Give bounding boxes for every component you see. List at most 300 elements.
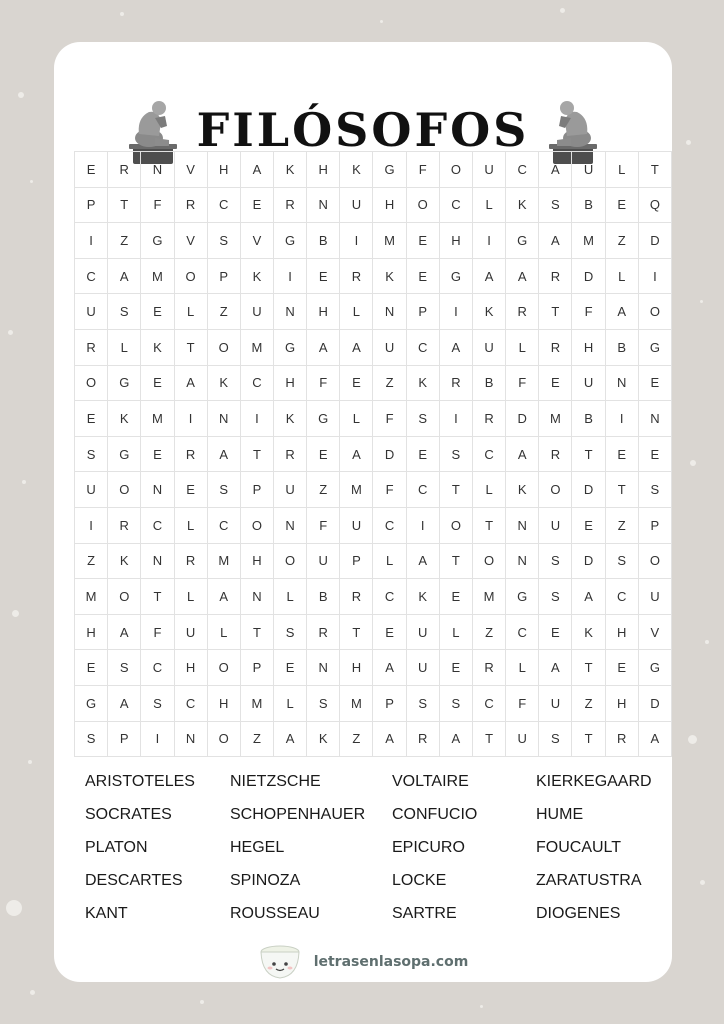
grid-cell[interactable]: U [406,650,439,686]
grid-cell[interactable]: Z [605,507,638,543]
grid-cell[interactable]: C [373,507,406,543]
grid-cell[interactable]: O [406,187,439,223]
grid-cell[interactable]: C [439,187,472,223]
grid-cell[interactable]: I [638,258,671,294]
grid-cell[interactable]: A [638,721,671,757]
grid-cell[interactable]: T [605,472,638,508]
grid-cell[interactable]: U [572,365,605,401]
grid-cell[interactable]: Q [638,187,671,223]
grid-cell[interactable]: M [472,579,505,615]
grid-cell[interactable]: D [373,436,406,472]
grid-cell[interactable]: E [406,436,439,472]
grid-cell[interactable]: A [108,258,141,294]
grid-cell[interactable]: D [638,685,671,721]
grid-cell[interactable]: S [539,543,572,579]
grid-cell[interactable]: U [75,294,108,330]
grid-cell[interactable]: I [406,507,439,543]
grid-cell[interactable]: T [240,436,273,472]
grid-cell[interactable]: E [75,152,108,188]
grid-cell[interactable]: G [506,223,539,259]
grid-cell[interactable]: A [274,721,307,757]
grid-cell[interactable]: S [108,650,141,686]
grid-cell[interactable]: I [439,401,472,437]
grid-cell[interactable]: A [240,152,273,188]
grid-cell[interactable]: L [340,294,373,330]
grid-cell[interactable]: M [207,543,240,579]
grid-cell[interactable]: A [539,223,572,259]
grid-cell[interactable]: S [75,436,108,472]
grid-cell[interactable]: L [472,187,505,223]
grid-cell[interactable]: G [108,436,141,472]
grid-cell[interactable]: F [506,685,539,721]
grid-cell[interactable]: A [506,258,539,294]
grid-cell[interactable]: L [174,579,207,615]
grid-cell[interactable]: L [174,294,207,330]
grid-cell[interactable]: E [605,187,638,223]
grid-cell[interactable]: V [174,152,207,188]
grid-cell[interactable]: U [572,152,605,188]
grid-cell[interactable]: F [373,472,406,508]
grid-cell[interactable]: R [108,507,141,543]
grid-cell[interactable]: E [75,401,108,437]
grid-cell[interactable]: U [240,294,273,330]
grid-cell[interactable]: A [207,436,240,472]
grid-cell[interactable]: A [439,329,472,365]
grid-cell[interactable]: C [406,472,439,508]
grid-cell[interactable]: C [240,365,273,401]
grid-cell[interactable]: E [307,258,340,294]
grid-cell[interactable]: N [373,294,406,330]
grid-cell[interactable]: V [174,223,207,259]
grid-cell[interactable]: L [207,614,240,650]
grid-cell[interactable]: L [605,258,638,294]
grid-cell[interactable]: U [506,721,539,757]
grid-cell[interactable]: N [207,401,240,437]
grid-cell[interactable]: S [141,685,174,721]
grid-cell[interactable]: A [605,294,638,330]
grid-cell[interactable]: E [439,650,472,686]
grid-cell[interactable]: N [141,152,174,188]
grid-cell[interactable]: M [340,685,373,721]
grid-cell[interactable]: A [340,436,373,472]
grid-cell[interactable]: E [373,614,406,650]
grid-cell[interactable]: E [439,579,472,615]
grid-cell[interactable]: H [75,614,108,650]
grid-cell[interactable]: G [307,401,340,437]
grid-cell[interactable]: K [340,152,373,188]
grid-cell[interactable]: N [141,472,174,508]
grid-cell[interactable]: R [174,543,207,579]
grid-cell[interactable]: E [174,472,207,508]
grid-cell[interactable]: S [605,543,638,579]
grid-cell[interactable]: A [108,685,141,721]
grid-cell[interactable]: K [472,294,505,330]
grid-cell[interactable]: R [108,152,141,188]
grid-cell[interactable]: E [75,650,108,686]
grid-cell[interactable]: H [240,543,273,579]
grid-cell[interactable]: G [638,329,671,365]
grid-cell[interactable]: S [406,685,439,721]
grid-cell[interactable]: R [539,258,572,294]
grid-cell[interactable]: P [373,685,406,721]
grid-cell[interactable]: O [75,365,108,401]
grid-cell[interactable]: M [572,223,605,259]
grid-cell[interactable]: I [472,223,505,259]
grid-cell[interactable]: U [307,543,340,579]
grid-cell[interactable]: K [274,401,307,437]
grid-cell[interactable]: L [274,579,307,615]
grid-cell[interactable]: G [439,258,472,294]
grid-cell[interactable]: A [439,721,472,757]
grid-cell[interactable]: E [539,365,572,401]
grid-cell[interactable]: K [108,543,141,579]
grid-cell[interactable]: N [506,507,539,543]
grid-cell[interactable]: E [605,650,638,686]
grid-cell[interactable]: T [108,187,141,223]
grid-cell[interactable]: S [108,294,141,330]
grid-cell[interactable]: M [240,329,273,365]
grid-cell[interactable]: T [174,329,207,365]
grid-cell[interactable]: P [240,472,273,508]
grid-cell[interactable]: U [539,507,572,543]
grid-cell[interactable]: U [174,614,207,650]
grid-cell[interactable]: T [572,436,605,472]
grid-cell[interactable]: G [638,650,671,686]
grid-cell[interactable]: M [340,472,373,508]
grid-cell[interactable]: S [539,579,572,615]
grid-cell[interactable]: U [274,472,307,508]
grid-cell[interactable]: G [141,223,174,259]
grid-cell[interactable]: H [307,152,340,188]
grid-cell[interactable]: Z [240,721,273,757]
grid-cell[interactable]: F [141,187,174,223]
grid-cell[interactable]: B [572,401,605,437]
grid-cell[interactable]: F [373,401,406,437]
grid-cell[interactable]: M [75,579,108,615]
grid-cell[interactable]: C [472,436,505,472]
grid-cell[interactable]: H [207,152,240,188]
grid-cell[interactable]: O [108,579,141,615]
grid-cell[interactable]: E [340,365,373,401]
grid-cell[interactable]: I [141,721,174,757]
grid-cell[interactable]: R [406,721,439,757]
grid-cell[interactable]: M [539,401,572,437]
grid-cell[interactable]: T [572,650,605,686]
grid-cell[interactable]: O [207,721,240,757]
grid-cell[interactable]: G [108,365,141,401]
grid-cell[interactable]: P [638,507,671,543]
grid-cell[interactable]: Z [572,685,605,721]
grid-cell[interactable]: N [307,650,340,686]
grid-cell[interactable]: D [572,258,605,294]
grid-cell[interactable]: T [340,614,373,650]
grid-cell[interactable]: H [340,650,373,686]
grid-cell[interactable]: E [406,258,439,294]
grid-cell[interactable]: R [539,436,572,472]
grid-cell[interactable]: T [439,543,472,579]
grid-cell[interactable]: C [373,579,406,615]
grid-cell[interactable]: R [472,401,505,437]
grid-cell[interactable]: S [274,614,307,650]
grid-cell[interactable]: M [141,401,174,437]
grid-cell[interactable]: K [406,365,439,401]
grid-cell[interactable]: R [472,650,505,686]
grid-cell[interactable]: H [605,685,638,721]
grid-cell[interactable]: O [638,294,671,330]
grid-cell[interactable]: C [141,507,174,543]
grid-cell[interactable]: M [141,258,174,294]
grid-cell[interactable]: Z [207,294,240,330]
grid-cell[interactable]: R [506,294,539,330]
grid-cell[interactable]: Z [307,472,340,508]
grid-cell[interactable]: I [274,258,307,294]
grid-cell[interactable]: T [572,721,605,757]
grid-cell[interactable]: C [207,187,240,223]
grid-cell[interactable]: A [572,579,605,615]
grid-cell[interactable]: R [340,258,373,294]
grid-cell[interactable]: R [439,365,472,401]
grid-cell[interactable]: N [605,365,638,401]
grid-cell[interactable]: B [572,187,605,223]
grid-cell[interactable]: A [373,721,406,757]
grid-cell[interactable]: L [340,401,373,437]
grid-cell[interactable]: G [373,152,406,188]
grid-cell[interactable]: N [141,543,174,579]
grid-cell[interactable]: S [406,401,439,437]
grid-cell[interactable]: N [274,294,307,330]
grid-cell[interactable]: U [373,329,406,365]
grid-cell[interactable]: U [406,614,439,650]
grid-cell[interactable]: R [307,614,340,650]
grid-cell[interactable]: N [174,721,207,757]
grid-cell[interactable]: U [472,152,505,188]
grid-cell[interactable]: O [638,543,671,579]
grid-cell[interactable]: L [506,329,539,365]
grid-cell[interactable]: E [307,436,340,472]
grid-cell[interactable]: S [207,472,240,508]
grid-cell[interactable]: C [506,152,539,188]
grid-cell[interactable]: Z [605,223,638,259]
grid-cell[interactable]: K [406,579,439,615]
grid-cell[interactable]: C [141,650,174,686]
grid-cell[interactable]: K [373,258,406,294]
grid-cell[interactable]: T [240,614,273,650]
grid-cell[interactable]: T [141,579,174,615]
grid-cell[interactable]: B [307,223,340,259]
grid-cell[interactable]: B [307,579,340,615]
grid-cell[interactable]: O [207,650,240,686]
grid-cell[interactable]: E [605,436,638,472]
grid-cell[interactable]: Z [340,721,373,757]
grid-cell[interactable]: R [605,721,638,757]
grid-cell[interactable]: A [307,329,340,365]
grid-cell[interactable]: S [207,223,240,259]
grid-cell[interactable]: K [572,614,605,650]
grid-cell[interactable]: L [108,329,141,365]
grid-cell[interactable]: I [75,507,108,543]
grid-cell[interactable]: L [605,152,638,188]
grid-cell[interactable]: L [506,650,539,686]
grid-cell[interactable]: T [539,294,572,330]
grid-cell[interactable]: H [439,223,472,259]
grid-cell[interactable]: L [472,472,505,508]
grid-cell[interactable]: M [373,223,406,259]
grid-cell[interactable]: K [506,472,539,508]
grid-cell[interactable]: N [307,187,340,223]
grid-cell[interactable]: H [307,294,340,330]
grid-cell[interactable]: H [572,329,605,365]
grid-cell[interactable]: N [506,543,539,579]
grid-cell[interactable]: P [75,187,108,223]
grid-cell[interactable]: L [274,685,307,721]
grid-cell[interactable]: R [340,579,373,615]
grid-cell[interactable]: E [141,365,174,401]
grid-cell[interactable]: G [506,579,539,615]
grid-cell[interactable]: Z [472,614,505,650]
grid-cell[interactable]: E [406,223,439,259]
grid-cell[interactable]: D [572,472,605,508]
grid-cell[interactable]: O [439,152,472,188]
grid-cell[interactable]: U [75,472,108,508]
grid-cell[interactable]: S [539,187,572,223]
grid-cell[interactable]: I [240,401,273,437]
grid-cell[interactable]: F [572,294,605,330]
grid-cell[interactable]: H [274,365,307,401]
grid-cell[interactable]: E [638,436,671,472]
grid-cell[interactable]: I [605,401,638,437]
grid-cell[interactable]: D [572,543,605,579]
grid-cell[interactable]: T [439,472,472,508]
grid-cell[interactable]: E [274,650,307,686]
grid-cell[interactable]: L [439,614,472,650]
grid-cell[interactable]: A [539,152,572,188]
grid-cell[interactable]: O [439,507,472,543]
grid-cell[interactable]: O [539,472,572,508]
grid-cell[interactable]: N [638,401,671,437]
grid-cell[interactable]: I [174,401,207,437]
grid-cell[interactable]: T [472,507,505,543]
grid-cell[interactable]: K [506,187,539,223]
grid-cell[interactable]: O [472,543,505,579]
grid-cell[interactable]: Z [75,543,108,579]
grid-cell[interactable]: L [373,543,406,579]
grid-cell[interactable]: V [638,614,671,650]
grid-cell[interactable]: C [506,614,539,650]
grid-cell[interactable]: S [75,721,108,757]
grid-cell[interactable]: T [638,152,671,188]
grid-cell[interactable]: F [506,365,539,401]
grid-cell[interactable]: C [472,685,505,721]
grid-cell[interactable]: G [274,329,307,365]
grid-cell[interactable]: K [108,401,141,437]
grid-cell[interactable]: C [605,579,638,615]
grid-cell[interactable]: K [207,365,240,401]
grid-cell[interactable]: C [406,329,439,365]
grid-cell[interactable]: S [539,721,572,757]
grid-cell[interactable]: H [174,650,207,686]
grid-cell[interactable]: F [141,614,174,650]
grid-cell[interactable]: N [240,579,273,615]
grid-cell[interactable]: K [274,152,307,188]
grid-cell[interactable]: P [207,258,240,294]
grid-cell[interactable]: M [240,685,273,721]
grid-cell[interactable]: H [605,614,638,650]
grid-cell[interactable]: U [638,579,671,615]
grid-cell[interactable]: V [240,223,273,259]
grid-cell[interactable]: S [638,472,671,508]
grid-cell[interactable]: L [174,507,207,543]
grid-cell[interactable]: I [439,294,472,330]
grid-cell[interactable]: O [174,258,207,294]
grid-cell[interactable]: O [108,472,141,508]
grid-cell[interactable]: U [340,187,373,223]
grid-cell[interactable]: F [406,152,439,188]
grid-cell[interactable]: K [240,258,273,294]
website-link[interactable]: letrasenlasopa.com [313,954,469,970]
grid-cell[interactable]: K [307,721,340,757]
grid-cell[interactable]: S [439,436,472,472]
grid-cell[interactable]: O [240,507,273,543]
grid-cell[interactable]: C [174,685,207,721]
grid-cell[interactable]: E [240,187,273,223]
grid-cell[interactable]: B [605,329,638,365]
grid-cell[interactable]: I [340,223,373,259]
grid-cell[interactable]: B [472,365,505,401]
grid-cell[interactable]: P [108,721,141,757]
grid-cell[interactable]: T [472,721,505,757]
grid-cell[interactable]: R [75,329,108,365]
grid-cell[interactable]: A [174,365,207,401]
grid-cell[interactable]: C [207,507,240,543]
grid-cell[interactable]: P [406,294,439,330]
grid-cell[interactable]: D [638,223,671,259]
grid-cell[interactable]: A [472,258,505,294]
grid-cell[interactable]: E [638,365,671,401]
grid-cell[interactable]: O [274,543,307,579]
grid-cell[interactable]: G [274,223,307,259]
grid-cell[interactable]: P [340,543,373,579]
grid-cell[interactable]: A [506,436,539,472]
grid-cell[interactable]: A [340,329,373,365]
grid-cell[interactable]: A [539,650,572,686]
grid-cell[interactable]: R [539,329,572,365]
grid-cell[interactable]: G [75,685,108,721]
grid-cell[interactable]: A [207,579,240,615]
grid-cell[interactable]: N [274,507,307,543]
grid-cell[interactable]: E [141,294,174,330]
grid-cell[interactable]: U [539,685,572,721]
grid-cell[interactable]: Z [108,223,141,259]
grid-cell[interactable]: C [75,258,108,294]
grid-cell[interactable]: S [439,685,472,721]
grid-cell[interactable]: H [373,187,406,223]
grid-cell[interactable]: U [472,329,505,365]
grid-cell[interactable]: P [240,650,273,686]
grid-cell[interactable]: R [174,436,207,472]
grid-cell[interactable]: Z [373,365,406,401]
grid-cell[interactable]: F [307,365,340,401]
grid-cell[interactable]: A [406,543,439,579]
grid-cell[interactable]: H [207,685,240,721]
grid-cell[interactable]: A [108,614,141,650]
grid-cell[interactable]: U [340,507,373,543]
grid-cell[interactable]: E [141,436,174,472]
grid-cell[interactable]: E [539,614,572,650]
grid-cell[interactable]: R [274,436,307,472]
grid-cell[interactable]: D [506,401,539,437]
grid-cell[interactable]: F [307,507,340,543]
grid-cell[interactable]: S [307,685,340,721]
